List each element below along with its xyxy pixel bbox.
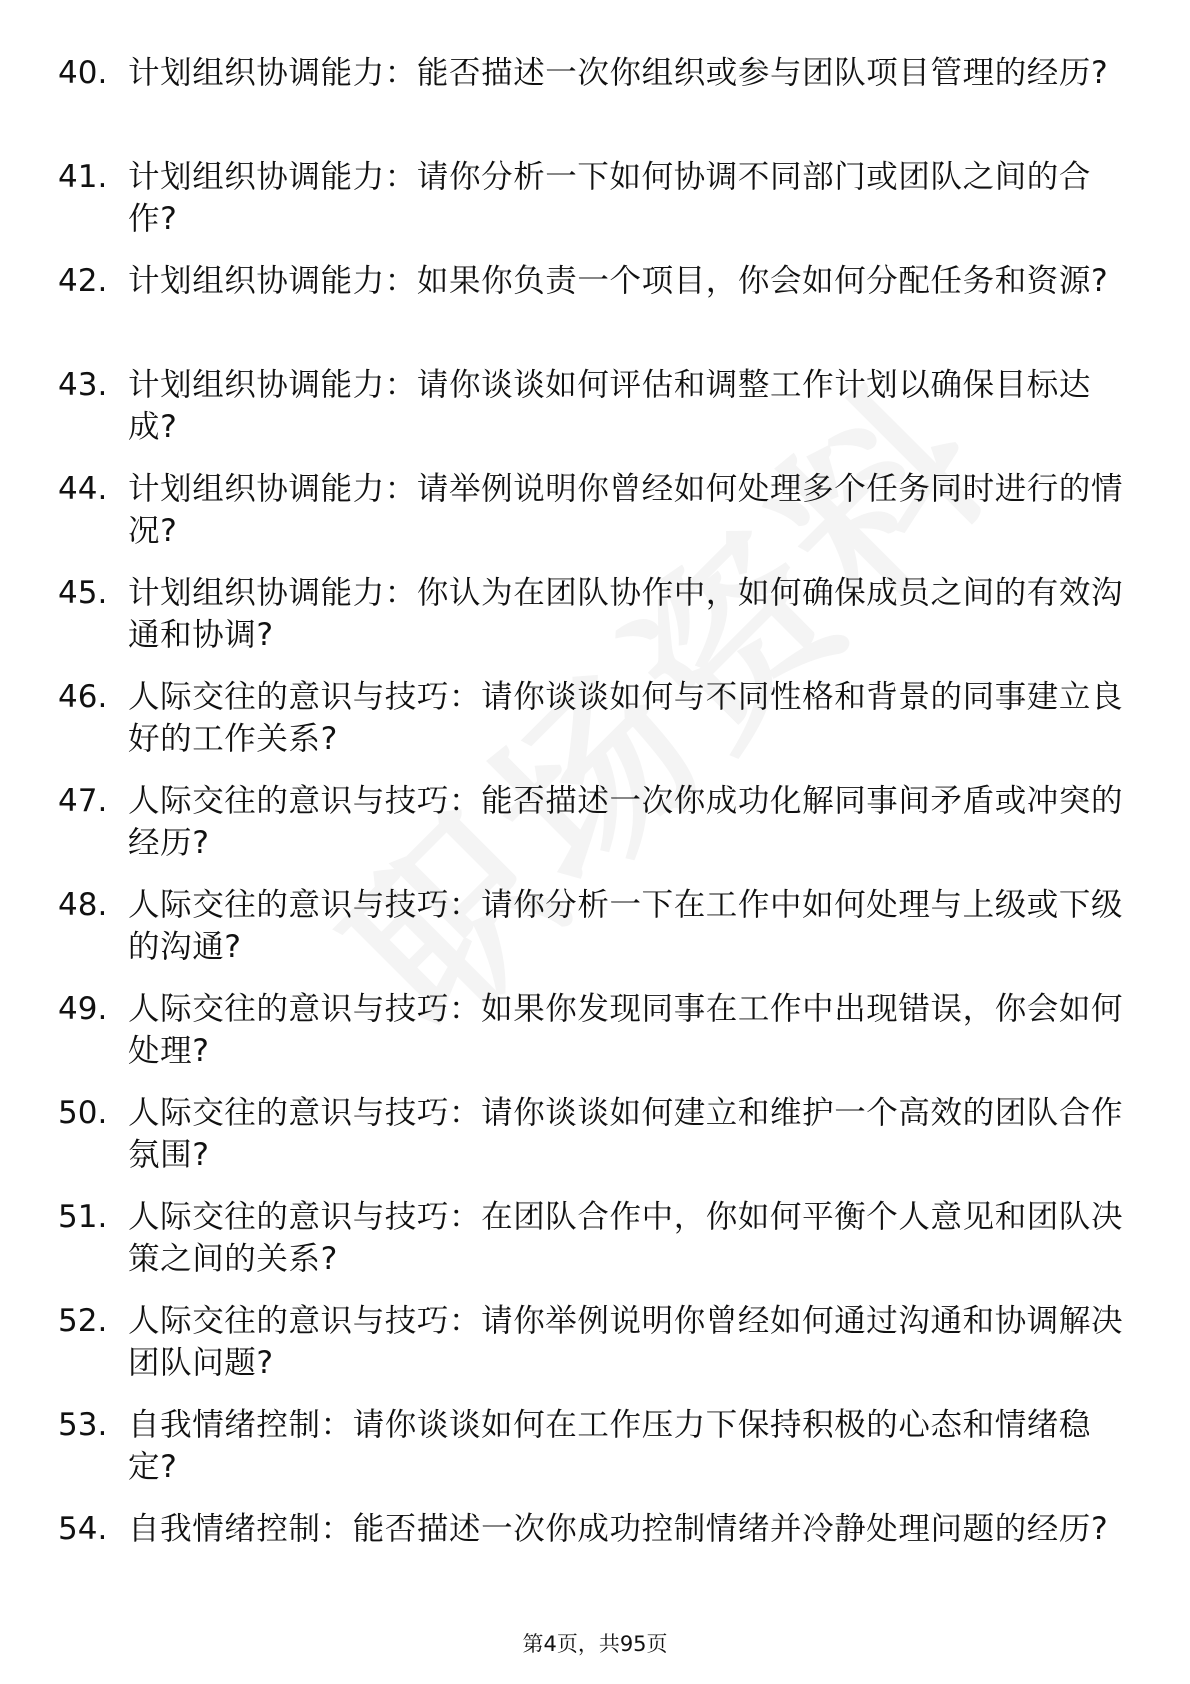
question-text: 人际交往的意识与技巧：请你谈谈如何与不同性格和背景的同事建立良好的工作关系? [128,679,1124,757]
question-text: 计划组织协调能力：如果你负责一个项目，你会如何分配任务和资源? [128,263,1109,299]
page-footer [0,1628,1190,1658]
question-text: 计划组织协调能力：能否描述一次你组织或参与团队项目管理的经历? [128,55,1109,91]
question-item [58,468,1138,572]
question-item [58,988,1138,1092]
question-text: 计划组织协调能力：你认为在团队协作中，如何确保成员之间的有效沟通和协调? [128,575,1124,653]
question-number: 48. [58,887,108,923]
question-number: 53. [58,1407,108,1443]
question-item [58,884,1138,988]
question-item [58,1092,1138,1196]
question-number: 42. [58,263,108,299]
question-text: 自我情绪控制：请你谈谈如何在工作压力下保持积极的心态和情绪稳定? [128,1407,1092,1485]
question-item [58,1196,1138,1300]
question-number: 51. [58,1199,108,1235]
question-number: 45. [58,575,108,611]
question-number: 40. [58,55,108,91]
question-text: 人际交往的意识与技巧：能否描述一次你成功化解同事间矛盾或冲突的经历? [128,783,1124,861]
question-item [58,1404,1138,1508]
question-number: 49. [58,991,108,1027]
question-number: 52. [58,1303,108,1339]
question-number: 54. [58,1511,108,1547]
question-item [58,780,1138,884]
question-item [58,1300,1138,1404]
question-number: 47. [58,783,108,819]
question-text: 计划组织协调能力：请你分析一下如何协调不同部门或团队之间的合作? [128,159,1092,237]
question-text: 自我情绪控制：能否描述一次你成功控制情绪并冷静处理问题的经历? [128,1511,1109,1547]
question-number: 43. [58,367,108,403]
page-number-label: 第4页，共95页 [522,1632,668,1656]
question-item [58,676,1138,780]
question-text: 计划组织协调能力：请举例说明你曾经如何处理多个任务同时进行的情况? [128,471,1124,549]
question-text: 人际交往的意识与技巧：请你谈谈如何建立和维护一个高效的团队合作氛围? [128,1095,1124,1173]
question-text: 人际交往的意识与技巧：请你举例说明你曾经如何通过沟通和协调解决团队问题? [128,1303,1124,1381]
question-list [58,52,1138,1612]
question-item [58,1508,1138,1612]
question-number: 44. [58,471,108,507]
question-number: 50. [58,1095,108,1131]
question-text: 计划组织协调能力：请你谈谈如何评估和调整工作计划以确保目标达成? [128,367,1092,445]
question-text: 人际交往的意识与技巧：请你分析一下在工作中如何处理与上级或下级的沟通? [128,887,1124,965]
question-item [58,260,1138,364]
question-item [58,572,1138,676]
question-item [58,52,1138,156]
question-number: 46. [58,679,108,715]
question-number: 41. [58,159,108,195]
question-item [58,364,1138,468]
question-text: 人际交往的意识与技巧：如果你发现同事在工作中出现错误，你会如何处理? [128,991,1124,1069]
question-item [58,156,1138,260]
question-text: 人际交往的意识与技巧：在团队合作中，你如何平衡个人意见和团队决策之间的关系? [128,1199,1124,1277]
